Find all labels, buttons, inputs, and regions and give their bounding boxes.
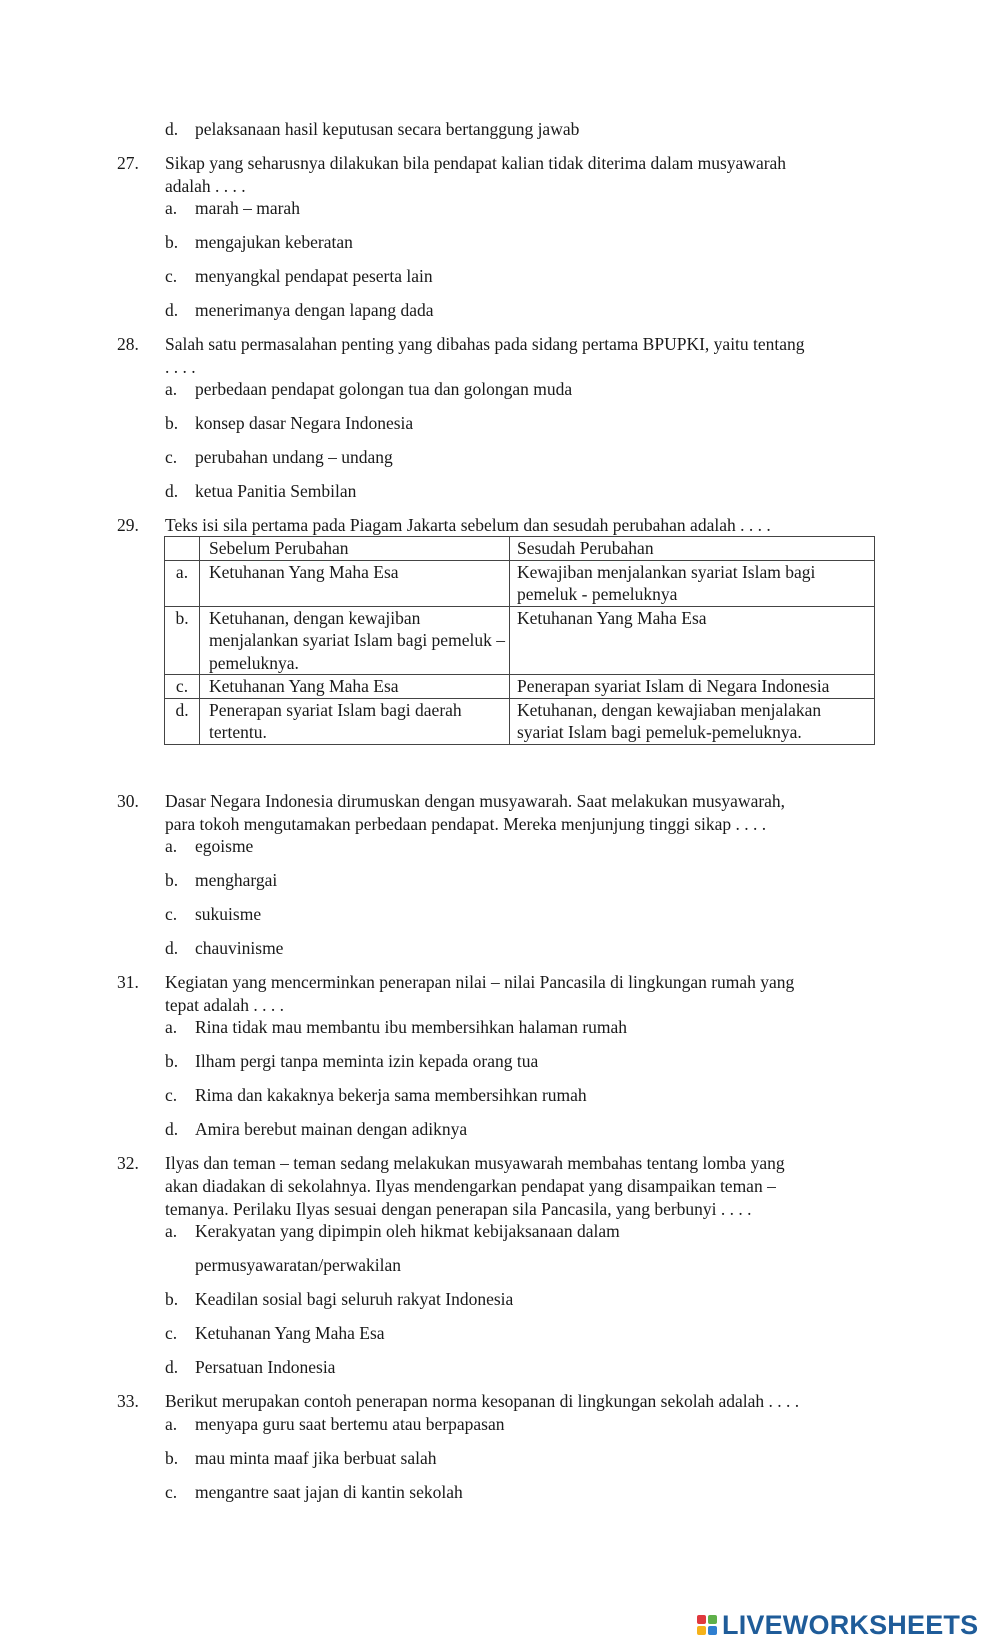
q31-option-a: Rina tidak mau membantu ibu membersihkan halaman rumah [195,1017,628,1037]
q32-option-d-letter: d. [165,1357,179,1377]
q33-option-b: mau minta maaf jika berbuat salah [195,1448,437,1468]
logo-square-green [708,1615,717,1624]
row-after: Kewajiban menjalankan syariat Islam bagi pemeluk - pemeluknya [510,560,875,606]
row-before: Penerapan syariat Islam bagi daerah tertentu. [200,698,510,744]
q32-stem: Ilyas dan teman – teman sedang melakukan musyawarah membahas tentang lomba yang [165,1153,785,1173]
q26-option-d-letter: d. [165,119,179,139]
logo-text: LIVEWORKSHEETS [722,1610,979,1640]
row-after: Penerapan syariat Islam di Negara Indonesia [510,675,875,699]
q28-option-b: konsep dasar Negara Indonesia [195,413,414,433]
q27-option-a-letter: a. [165,198,178,218]
table-header-blank [165,537,200,561]
q31-option-a-letter: a. [165,1017,178,1037]
row-before: Ketuhanan Yang Maha Esa [200,560,510,606]
row-letter: b. [165,606,200,675]
q33-number: 33. [117,1391,139,1411]
q30-number: 30. [117,791,139,811]
logo-square-blue [708,1626,717,1635]
q31-number: 31. [117,972,139,992]
q33-option-b-letter: b. [165,1448,179,1468]
row-letter: a. [165,560,200,606]
q28-number: 28. [117,334,139,354]
q32-option-c: Ketuhanan Yang Maha Esa [195,1323,385,1343]
q30-option-d-letter: d. [165,938,179,958]
q33-option-a-letter: a. [165,1414,178,1434]
q30-option-b-letter: b. [165,870,179,890]
table-row [165,675,875,699]
q33-option-c-letter: c. [165,1482,178,1502]
q28-option-b-letter: b. [165,413,179,433]
q31-option-d: Amira berebut mainan dengan adiknya [195,1119,468,1139]
q29-stem: Teks isi sila pertama pada Piagam Jakarta sebelum dan sesudah perubahan adalah . . . . [165,515,771,535]
q27-option-d-letter: d. [165,300,179,320]
q27-number: 27. [117,153,139,173]
q28-option-c-letter: c. [165,447,178,467]
q32-option-d: Persatuan Indonesia [195,1357,336,1377]
q32-stem: akan diadakan di sekolahnya. Ilyas mendengarkan pendapat yang disampaikan teman – [165,1176,776,1196]
q31-option-b: Ilham pergi tanpa meminta izin kepada orang tua [195,1051,539,1071]
q31-stem: Kegiatan yang mencerminkan penerapan nilai – nilai Pancasila di lingkungan rumah yang [165,972,795,992]
q27-option-d: menerimanya dengan lapang dada [195,300,434,320]
q31-option-d-letter: d. [165,1119,179,1139]
q31-stem: tepat adalah . . . . [165,995,285,1015]
logo-square-yellow [697,1626,706,1635]
q32-option-b-letter: b. [165,1289,179,1309]
q26-option-d: pelaksanaan hasil keputusan secara bertanggung jawab [195,119,580,139]
table-header-row [165,537,875,561]
q28-stem: Salah satu permasalahan penting yang dibahas pada sidang pertama BPUPKI, yaitu tentang [165,334,805,354]
q29-comparison-table [164,536,875,745]
q30-option-b: menghargai [195,870,278,890]
q32-number: 32. [117,1153,139,1173]
q33-option-c: mengantre saat jajan di kantin sekolah [195,1482,463,1502]
q30-option-c: sukuisme [195,904,262,924]
q27-stem: Sikap yang seharusnya dilakukan bila pendapat kalian tidak diterima dalam musyawarah [165,153,787,173]
row-after: Ketuhanan, dengan kewajiaban menjalakan syariat Islam bagi pemeluk-pemeluknya. [510,698,875,744]
row-before: Ketuhanan, dengan kewajiban menjalankan syariat Islam bagi pemeluk – pemeluknya. [200,606,510,675]
liveworksheets-grid-icon [697,1615,717,1635]
q28-option-a-letter: a. [165,379,178,399]
liveworksheets-logo[interactable] [697,1610,978,1640]
q32-option-a-cont: permusyawaratan/perwakilan [195,1255,402,1275]
table-header-before: Sebelum Perubahan [200,537,510,561]
q33-stem: Berikut merupakan contoh penerapan norma kesopanan di lingkungan sekolah adalah . . . . [165,1391,800,1411]
q31-option-c: Rima dan kakaknya bekerja sama membersihkan rumah [195,1085,587,1105]
q30-option-a: egoisme [195,836,254,856]
q30-option-c-letter: c. [165,904,178,924]
row-letter: d. [165,698,200,744]
table-row [165,560,875,606]
q30-stem: para tokoh mengutamakan perbedaan pendapat. Mereka menjunjung tinggi sikap . . . . [165,814,767,834]
row-letter: c. [165,675,200,699]
q27-stem: adalah . . . . [165,176,246,196]
q27-option-b-letter: b. [165,232,179,252]
q30-stem: Dasar Negara Indonesia dirumuskan dengan musyawarah. Saat melakukan musyawarah, [165,791,786,811]
logo-square-red [697,1615,706,1624]
q31-option-c-letter: c. [165,1085,178,1105]
table-header-after: Sesudah Perubahan [510,537,875,561]
q29-number: 29. [117,515,139,535]
q32-option-c-letter: c. [165,1323,178,1343]
q32-option-b: Keadilan sosial bagi seluruh rakyat Indonesia [195,1289,514,1309]
q32-option-a: Kerakyatan yang dipimpin oleh hikmat kebijaksanaan dalam [195,1221,620,1241]
q28-option-d-letter: d. [165,481,179,501]
q27-option-a: marah – marah [195,198,300,218]
q28-option-a: perbedaan pendapat golongan tua dan golongan muda [195,379,573,399]
q30-option-d: chauvinisme [195,938,284,958]
q32-stem: temanya. Perilaku Ilyas sesuai dengan penerapan sila Pancasila, yang berbunyi . . . . [165,1199,752,1219]
q33-option-a: menyapa guru saat bertemu atau berpapasan [195,1414,505,1434]
q32-option-a-letter: a. [165,1221,178,1241]
q27-option-b: mengajukan keberatan [195,232,353,252]
q28-option-c: perubahan undang – undang [195,447,393,467]
q28-option-d: ketua Panitia Sembilan [195,481,357,501]
row-before: Ketuhanan Yang Maha Esa [200,675,510,699]
table-row [165,606,875,675]
q27-option-c-letter: c. [165,266,178,286]
q31-option-b-letter: b. [165,1051,179,1071]
q28-stem: . . . . [165,357,196,377]
table-row [165,698,875,744]
row-after: Ketuhanan Yang Maha Esa [510,606,875,675]
q30-option-a-letter: a. [165,836,178,856]
q27-option-c: menyangkal pendapat peserta lain [195,266,433,286]
